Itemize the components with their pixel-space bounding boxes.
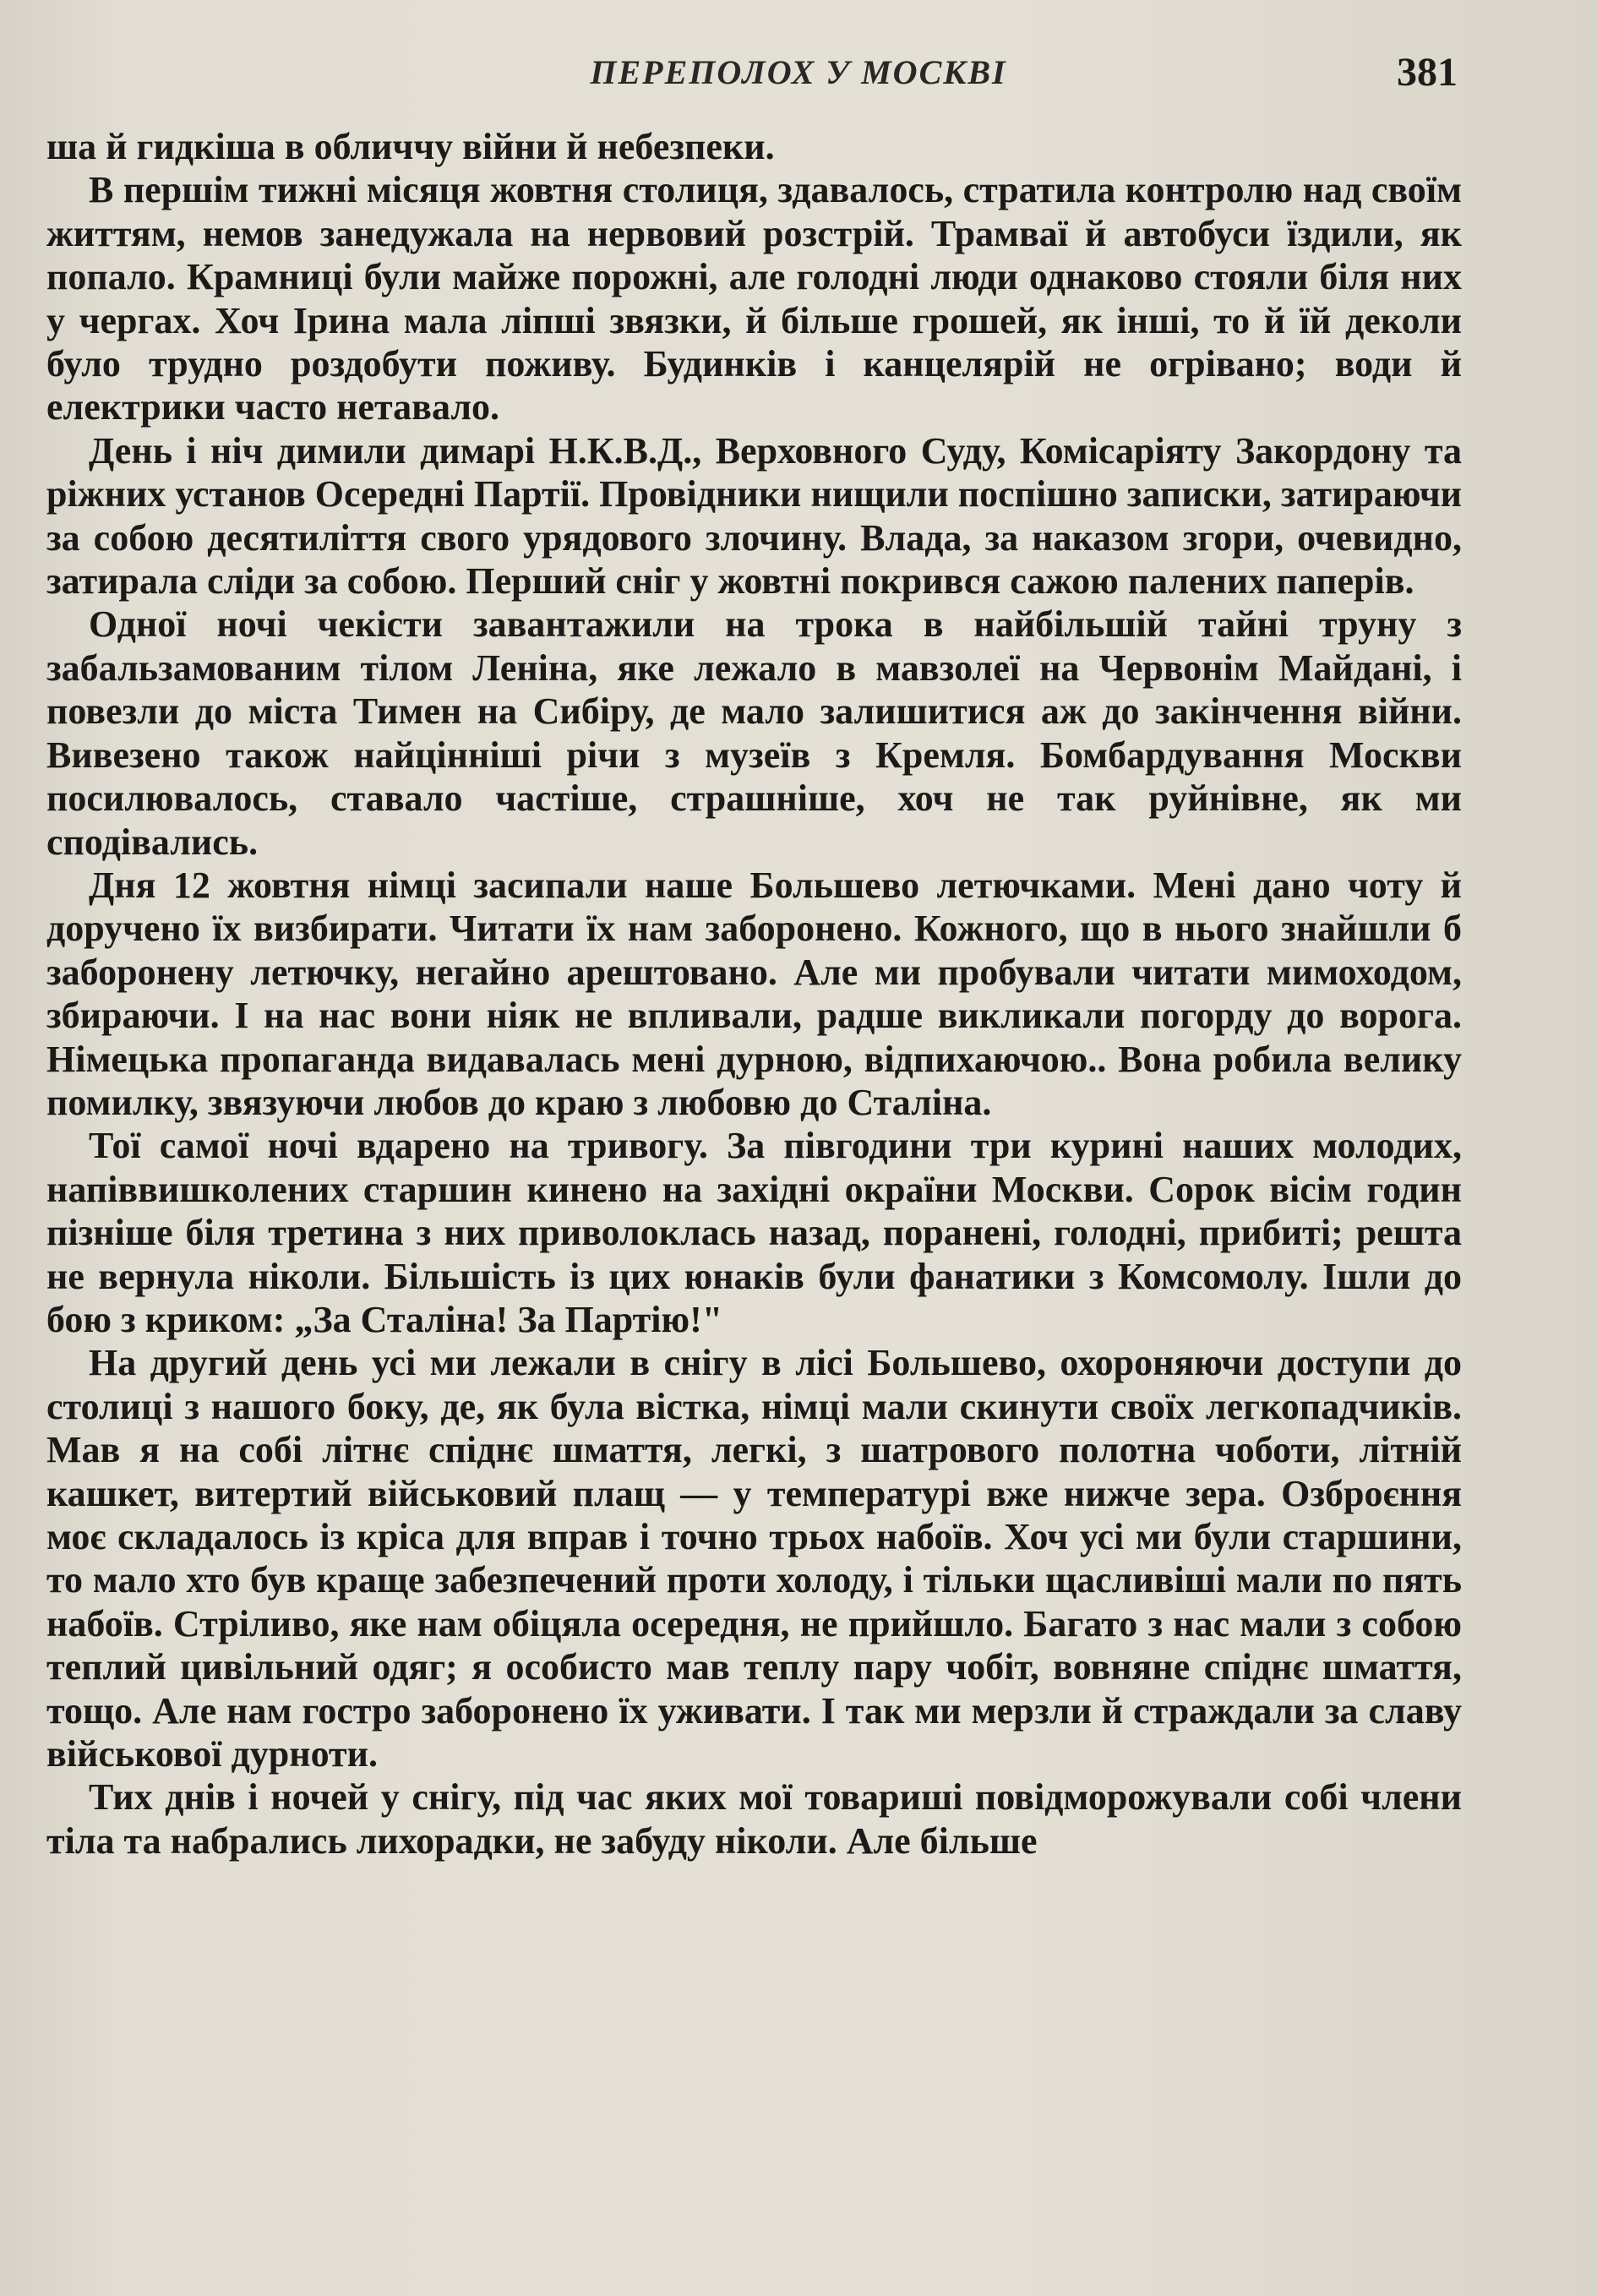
paragraph: Одної ночі чекісти завантажили на трока в найбільшій тайні труну з забальзамованим тілом Леніна, яке лежало в мавзолеї на Червонім Майдані, і повезли до міста Тимен на Сибіру, де мало залишитися аж до закінчення війни. Вивезено також найцінніші річи з музеїв з Кремля. Бомбардування Москви посилювалось, ставало частіше, страшніше, хоч не так руйнівне, як ми сподівались. [46, 603, 1462, 863]
page-number: 381 [1397, 50, 1458, 95]
paragraph: Дня 12 жовтня німці засипали наше Большево летючками. Мені дано чоту й доручено їх визбирати. Читати їх нам заборонено. Кожного, що в нього знайшли б заборонену летючку, негайно арештовано. Але ми пробували читати мимоходом, збираючи. І на нас вони ніяк не впливали, радше викликали погорду до ворога. Німецька пропаганда видавалась мені дурною, відпихаючою.. Вона робила велику помилку, звязуючи любов до краю з любовю до Сталіна. [46, 864, 1462, 1123]
paragraph-continued: ша й гидкіша в обличчу війни й небезпеки. [46, 126, 775, 167]
paragraph: Тих днів і ночей у снігу, під час яких мої товариші повідморожували собі члени тіла та набрались лихорадки, не забуду ніколи. Але більше [46, 1776, 1462, 1862]
paragraph: Тої самої ночі вдарено на тривогу. За півгодини три курині наших молодих, напіввишколених старшин кинено на західні окраїни Москви. Сорок вісім годин пізніше біля третина з них приволоклась назад, поранені, голодні, прибиті; решта не вернула ніколи. Більшість із цих юнаків були фанатики з Комсомолу. Ішли до бою з криком: „За Сталіна! За Партію!" [46, 1125, 1462, 1340]
paragraph: В першім тижні місяця жовтня столиця, здавалось, стратила контролю над своїм життям, немов занедужала на нервовий розстрій. Трамваї й автобуси їздили, як попало. Крамниці були майже порожні, але голодні люди однаково стояли біля них у чергах. Хоч Ірина мала ліпші звязки, й більше грошей, як інші, то й їй деколи було трудно роздобути поживу. Будинків і канцелярій не огрівано; води й електрики часто нетавало. [46, 169, 1462, 428]
page-header [0, 52, 1597, 103]
paragraph: День і ніч димили димарі Н.К.В.Д., Верховного Суду, Комісаріяту Закордону та ріжних установ Осередні Партії. Провідники нищили поспішно записки, затираючи за собою десятиліття свого урядового злочину. Влада, за наказом згори, очевидно, затирала сліди за собою. Перший сніг у жовтні покрився сажою палених паперів. [46, 429, 1462, 603]
paragraph: На другий день усі ми лежали в снігу в лісі Большево, охороняючи доступи до столиці з нашого боку, де, як була вістка, німці мали скинути своїх легкопадчиків. Мав я на собі літнє спіднє шмаття, легкі, з шатрового полотна чоботи, літній кашкет, витертий військовий плащ — у температурі вже нижче зера. Озброєння моє складалось із кріса для вправ і точно трьох набоїв. Хоч усі ми були старшини, то мало хто був краще забезпечений проти холоду, і тільки щасливіші мали по пять набоїв. Стріливо, яке нам обіцяла осередня, не прийшло. Багато з нас мали з собою теплий цивільний одяг; я особисто мав теплу пару чобіт, вовняне спіднє шмаття, тощо. Але нам гостро заборонено їх уживати. І так ми мерзли й страждали за славу військової дурноти. [46, 1342, 1462, 1775]
running-title: ПЕРЕПОЛОХ У МОСКВІ [590, 53, 1007, 91]
body-text [46, 125, 1462, 1862]
